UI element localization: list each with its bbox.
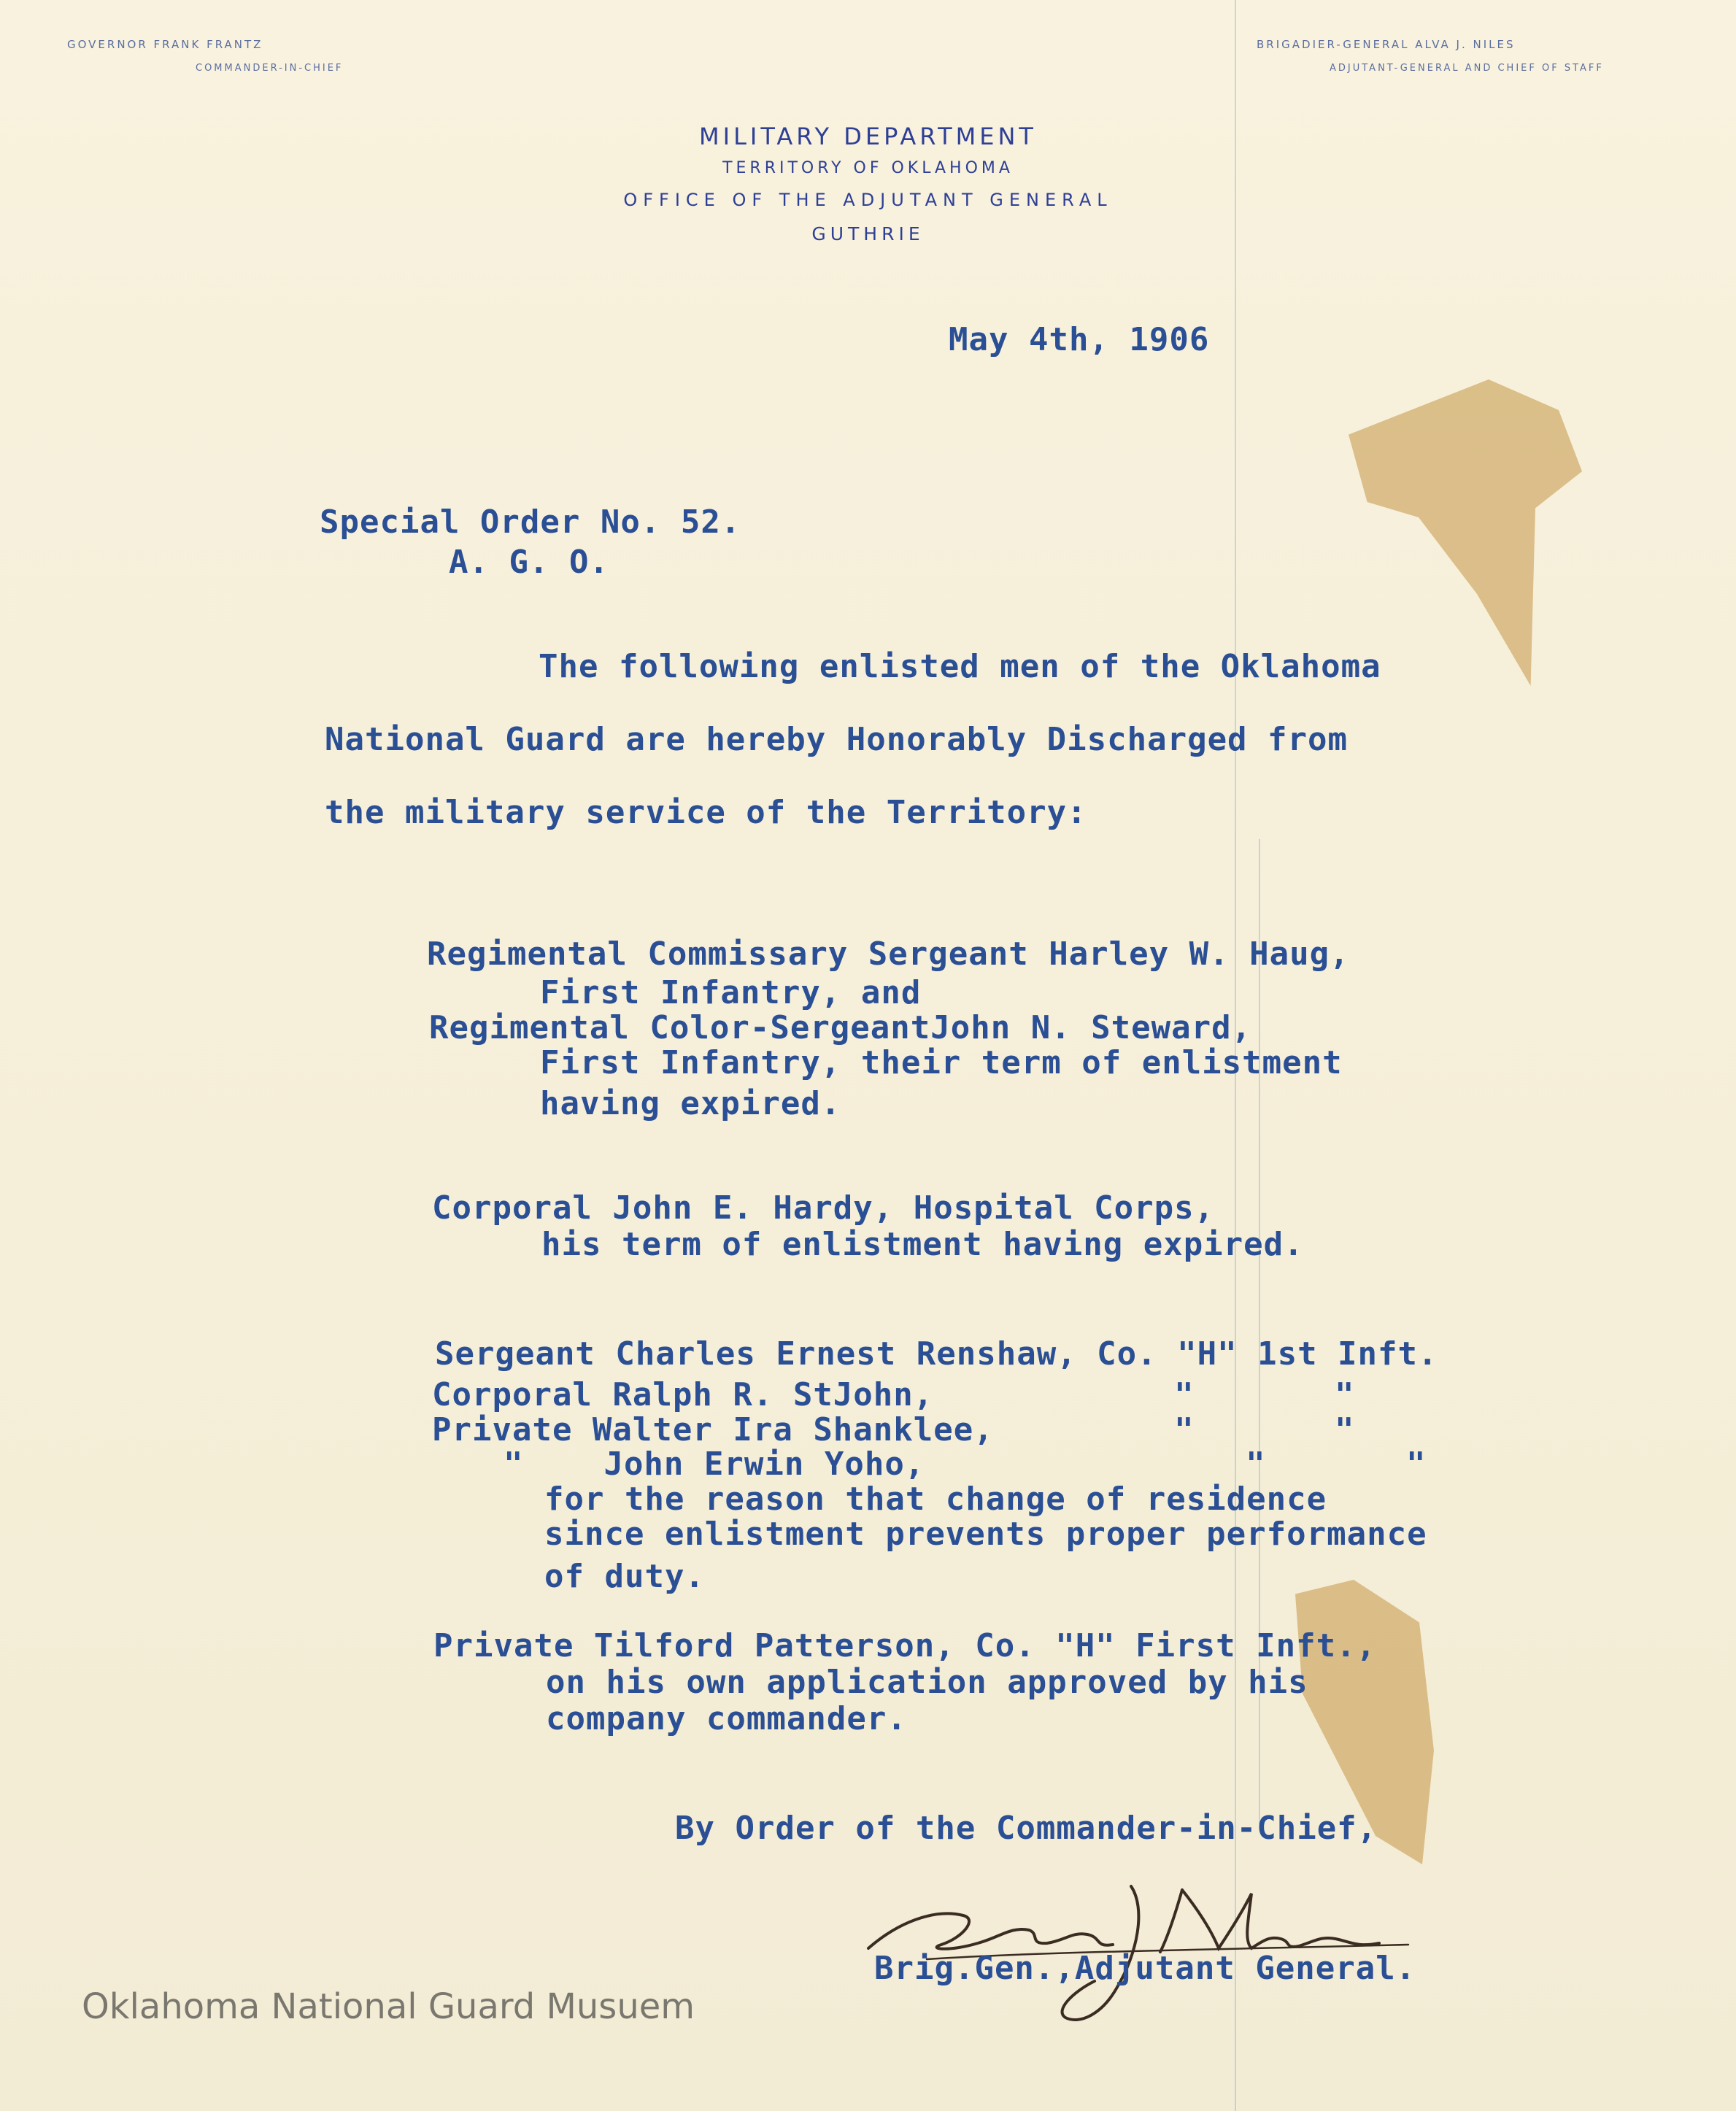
letterhead-adjutant: BRIGADIER-GENERAL ALVA J. NILES: [1257, 38, 1516, 51]
tape-stain: [1349, 379, 1582, 686]
masthead-city: GUTHRIE: [811, 223, 925, 244]
discharge-line: Private Walter Ira Shanklee, " ": [432, 1411, 1355, 1448]
closing-line: By Order of the Commander-in-Chief,: [675, 1810, 1378, 1847]
discharge-line: for the reason that change of residence: [544, 1481, 1327, 1518]
masthead-office: OFFICE OF THE ADJUTANT GENERAL: [623, 190, 1113, 210]
intro-line: the military service of the Territory:: [325, 794, 1087, 831]
discharge-line: Private Tilford Patterson, Co. "H" First Inft.,: [433, 1627, 1377, 1664]
discharge-line: Sergeant Charles Ernest Renshaw, Co. "H" 1st Inft.: [435, 1335, 1438, 1373]
discharge-line: Regimental Color-SergeantJohn N. Steward,: [429, 1009, 1252, 1046]
letterhead-adjutant-title: ADJUTANT-GENERAL AND CHIEF OF STAFF: [1330, 63, 1604, 74]
discharge-line: company commander.: [546, 1700, 907, 1737]
discharge-line: of duty.: [544, 1558, 705, 1595]
masthead-department: MILITARY DEPARTMENT: [699, 123, 1037, 150]
order-subtitle: A. G. O.: [449, 544, 609, 581]
letterhead-governor: GOVERNOR FRANK FRANTZ: [67, 38, 263, 51]
handwritten-signature: [854, 1857, 1452, 2032]
discharge-line: Corporal John E. Hardy, Hospital Corps,: [432, 1189, 1215, 1227]
intro-line: The following enlisted men of the Oklahoma: [539, 648, 1381, 685]
order-title: Special Order No. 52.: [320, 503, 741, 541]
intro-line: National Guard are hereby Honorably Discharged from: [325, 721, 1349, 758]
discharge-line: his term of enlistment having expired.: [541, 1226, 1304, 1263]
discharge-line: having expired.: [540, 1085, 841, 1122]
discharge-line: Regimental Commissary Sergeant Harley W. Haug,: [427, 935, 1350, 973]
discharge-line: since enlistment prevents proper performance: [544, 1516, 1427, 1553]
discharge-line: First Infantry, their term of enlistment: [540, 1044, 1343, 1081]
letterhead-governor-title: COMMANDER-IN-CHIEF: [196, 63, 344, 74]
discharge-line: Corporal Ralph R. StJohn, " ": [432, 1376, 1355, 1413]
letter-date: May 4th, 1906: [949, 321, 1210, 358]
signer-title: Brig.Gen.,Adjutant General.: [874, 1950, 1416, 1987]
discharge-line: on his own application approved by his: [546, 1664, 1308, 1701]
discharge-line: " John Erwin Yoho, " ": [504, 1446, 1427, 1483]
masthead-territory: TERRITORY OF OKLAHOMA: [722, 159, 1014, 177]
museum-watermark: Oklahoma National Guard Musuem: [82, 1986, 695, 2027]
discharge-line: First Infantry, and: [540, 974, 922, 1011]
